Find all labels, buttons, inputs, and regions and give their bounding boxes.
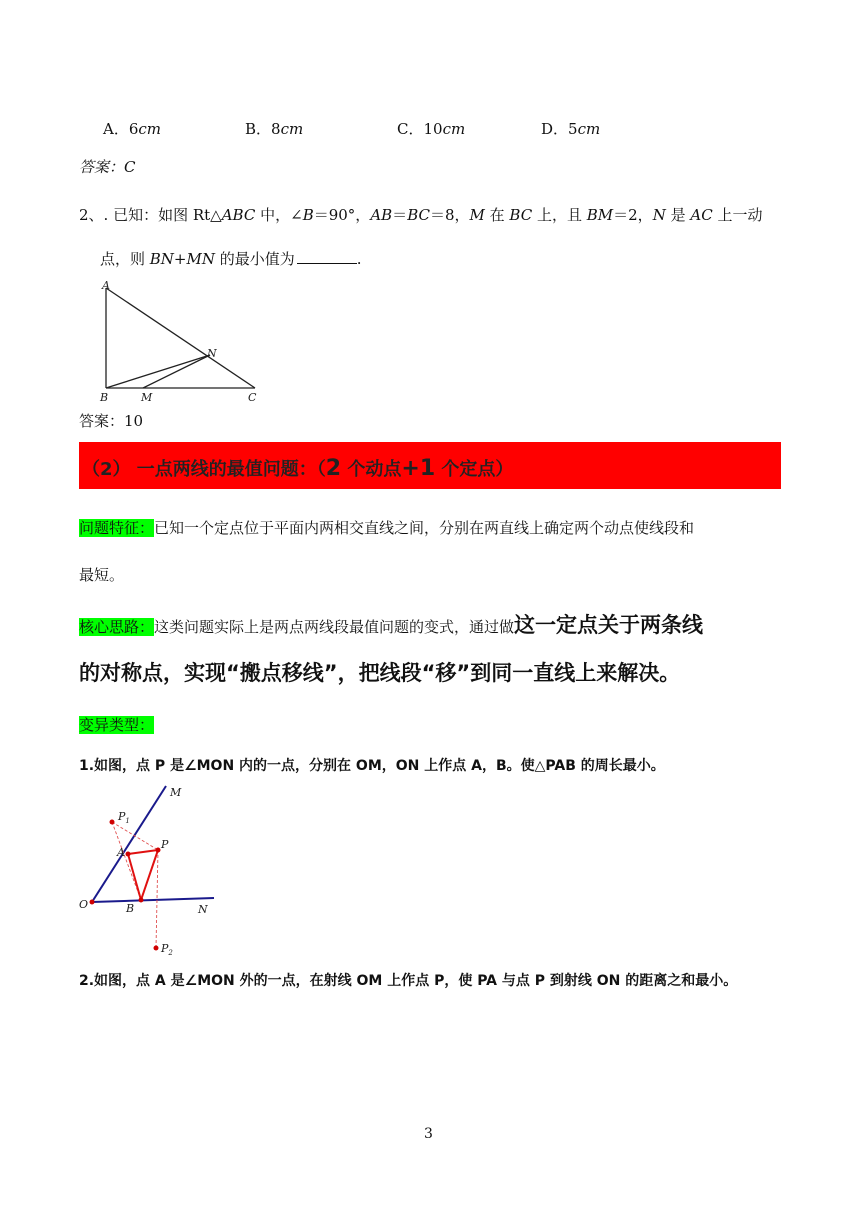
problem-2-line-2: 点，则 BN+MN 的最小值为 . — [100, 250, 362, 268]
label-p: P — [161, 838, 169, 851]
core-line-1: 核心思路：这类问题实际上是两点两线段最值问题的变式，通过做这一定点关于两条线 — [79, 613, 704, 637]
label-a: A — [102, 280, 110, 292]
label-c: C — [248, 391, 257, 404]
angle-figure — [74, 782, 234, 958]
triangle-figure — [98, 280, 268, 405]
feature-line-1: 问题特征：已知一个定点位于平面内两相交直线之间，分别在两直线上确定两个动点使线段和 — [79, 519, 695, 537]
label-m2: M — [170, 786, 182, 799]
label-b2: B — [126, 902, 135, 915]
label-a2: A — [117, 846, 125, 859]
variant-tag: 变异类型： — [79, 716, 155, 734]
feature-tag: 问题特征： — [79, 519, 155, 537]
question-2: 2.如图，点 A 是∠MON 外的一点，在射线 OM 上作点 P，使 PA 与点 P 到射线 ON 的距离之和最小。 — [79, 973, 738, 989]
answer-blank — [297, 251, 357, 264]
answer-1: 答案：C — [79, 158, 136, 176]
option-b: B．8cm — [245, 120, 304, 138]
label-n2: N — [198, 903, 208, 916]
option-d: D．5cm — [541, 120, 601, 138]
feature-line-2: 最短。 — [79, 566, 125, 584]
question-1: 1.如图，点 P 是∠MON 内的一点，分别在 OM，ON 上作点 A，B。使△PAB 的周长最小。 — [79, 758, 665, 774]
option-c: C．10cm — [397, 120, 466, 138]
section-title: （2） 一点两线的最值问题：（2 个动点+1 个定点） — [82, 456, 514, 481]
label-m: M — [141, 391, 153, 404]
answer-2: 答案：10 — [79, 412, 144, 430]
label-o: O — [79, 898, 89, 911]
label-n: N — [207, 347, 217, 360]
label-p2: $P_2$ — [161, 942, 173, 957]
label-p1: $P_1$ — [118, 810, 130, 825]
core-tag: 核心思路： — [79, 618, 155, 636]
page-number: 3 — [424, 1126, 433, 1142]
variant-line — [79, 714, 154, 735]
problem-2-line-1: 2、. 已知：如图 Rt△ABC 中，∠B＝90°，AB＝BC＝8，M 在 BC 上，且 BM＝2，N 是 AC 上一动 — [79, 206, 763, 224]
label-b: B — [100, 391, 109, 404]
core-line-2: 的对称点，实现“搬点移线”，把线段“移”到同一直线上来解决。 — [79, 661, 681, 685]
option-a: A．6cm — [103, 120, 162, 138]
